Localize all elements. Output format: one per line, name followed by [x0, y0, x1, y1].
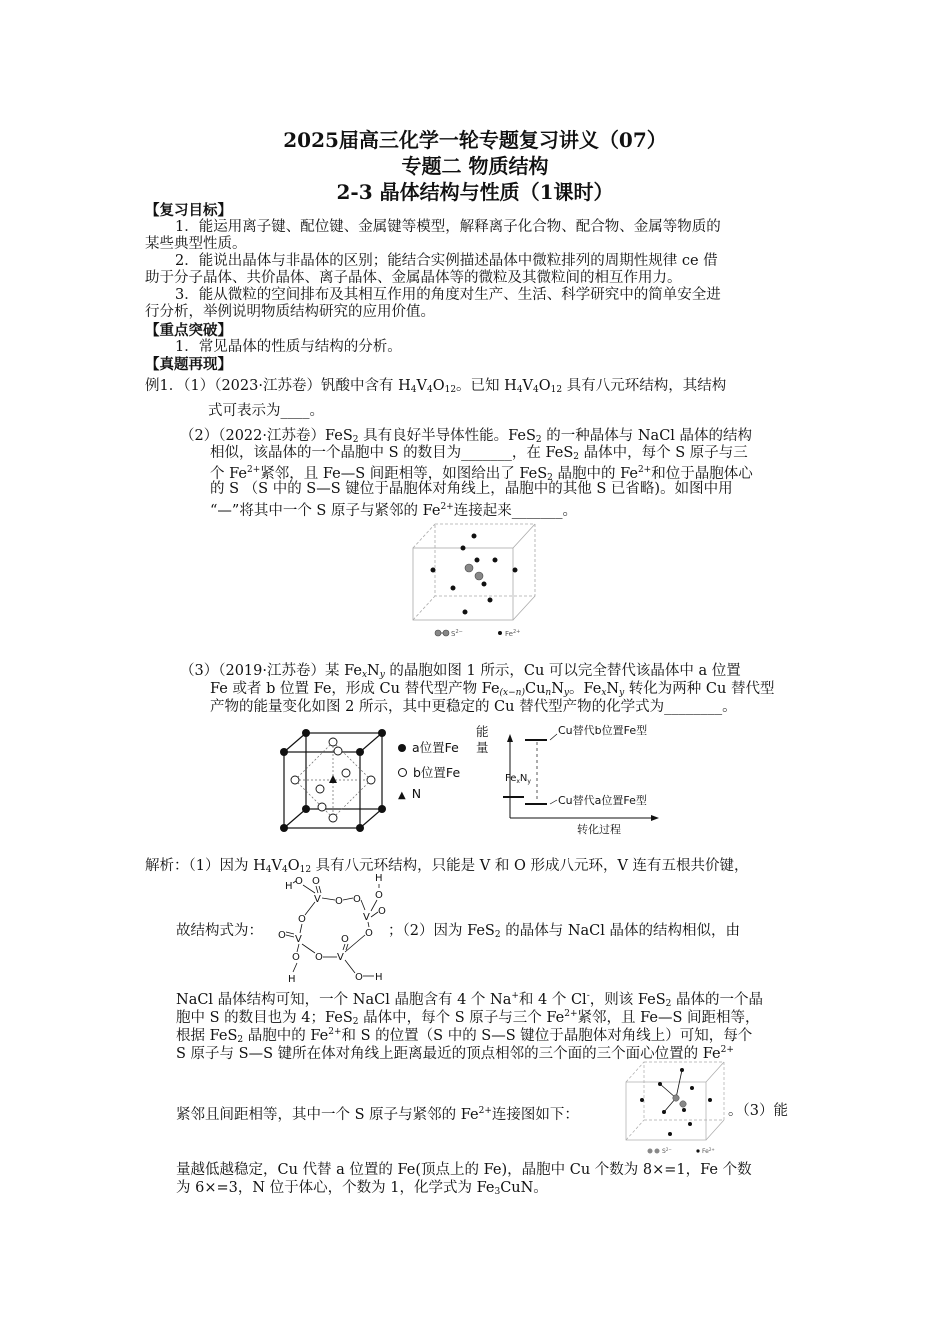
fig2-ylabel-1: 能	[476, 724, 489, 739]
solution-line8: 量越低越稳定，Cu 代替 a 位置的 Fe(顶点上的 Fe)，晶胞中 Cu 个数为 8×=1，Fe 个数	[176, 1162, 752, 1178]
fexny-unit-cell-figure	[278, 725, 396, 835]
svg-text:O: O	[353, 894, 361, 905]
example-2-line4: 的 S （S 中的 S—S 键位于晶胞体对角线上，晶胞中的其他 S 已省略)。如图中用	[210, 481, 733, 497]
example-number: 例1．	[145, 378, 184, 394]
chem-h4v4o12: $H_4V_4O_{12}$	[398, 378, 457, 395]
focus-label: 【重点突破】	[145, 322, 232, 339]
example-1-line2: 式可表示为____。	[208, 403, 324, 419]
solution-line2b: ；（2）因为 FeS$_2$ 的晶体与 NaCl 晶体的结构相似，由	[388, 923, 740, 940]
fig2-ylabel-2: 量	[476, 740, 489, 755]
solution-line4: 胞中 S 的数目也为 4；FeS$_2$ 晶体中，每个 S 原子与三个 $Fe^{2+}$紧邻，且 Fe—S 间距相等，	[176, 1009, 760, 1027]
filled-circle-icon	[398, 744, 406, 752]
doc-section-title: 2-3 晶体结构与性质（1课时）	[336, 180, 614, 204]
triangle-icon: ▲	[398, 790, 406, 801]
svg-text:O: O	[298, 914, 306, 925]
svg-text:O: O	[365, 928, 373, 939]
goals-label: 【复习目标】	[145, 202, 232, 219]
example-2-line5: “—”将其中一个 S 原子与紧邻的 $Fe^{2+}$连接起来_______。	[210, 502, 577, 519]
goal-2b: 助于分子晶体、共价晶体、离子晶体、金属晶体等的微粒及其微粒间的相互作用力。	[145, 270, 682, 286]
svg-text:Fe2+: $Fe^{2+}$	[702, 1147, 715, 1155]
svg-text:O: O	[378, 906, 386, 917]
chem-h4v4o12: $H_4V_4O_{12}$	[504, 378, 563, 395]
svg-text:S2−: $S^{2-}$	[662, 1147, 672, 1155]
fes2-answer-figure	[620, 1058, 732, 1158]
goal-1b: 某些典型性质。	[145, 236, 247, 252]
example-1-line1: 例1．（1）（2023·江苏卷）钒酸中含有 $H_4V_4O_{12}$。已知 $H_4V_4O_{12}$ 具有八元环结构，其结构	[145, 378, 727, 395]
svg-text:O: O	[375, 890, 383, 901]
n-atom-icon	[329, 775, 337, 783]
svg-text:V: V	[314, 894, 321, 905]
fig2-bottom-label: Cu替代a位置Fe型	[558, 794, 647, 807]
solution-line7c: 。（3）能	[728, 1103, 788, 1119]
goal-3a: 3．能从微粒的空间排布及其相互作用的角度对生产、生活、科学研究中的简单安全进	[175, 287, 721, 303]
vo-ring-structure	[275, 870, 395, 985]
doc-subtitle: 专题二 物质结构	[401, 154, 549, 178]
svg-text:S2−: $S^{2-}$	[451, 629, 463, 638]
svg-text:O: O	[292, 952, 300, 963]
goal-3b: 行分析，举例说明物质结构研究的应用价值。	[145, 304, 435, 320]
svg-text:H: H	[285, 881, 293, 892]
solution-line2a: 故结构式为：	[176, 923, 263, 939]
solution-line9: 为 6×=3，N 位于体心，个数为 1，化学式为 $Fe_3CuN$。	[176, 1180, 548, 1197]
real-label: 【真题再现】	[145, 356, 232, 373]
svg-text:O: O	[341, 934, 349, 945]
goal-1a: 1．能运用离子键、配位键、金属键等模型，解释离子化合物、配合物、金属等物质的	[175, 219, 721, 235]
solution-label: 解析：	[145, 858, 189, 874]
svg-text:O: O	[315, 952, 323, 963]
svg-text:O: O	[278, 930, 286, 941]
svg-text:V: V	[295, 934, 302, 945]
focus-1: 1．常见晶体的性质与结构的分析。	[175, 339, 402, 355]
energy-diagram-figure	[495, 722, 670, 838]
svg-text:O: O	[295, 876, 303, 887]
svg-text:H: H	[375, 873, 383, 884]
svg-text:FexNy: $Fe_xN_y$	[505, 773, 531, 785]
svg-text:O: O	[312, 876, 320, 887]
doc-title: 2025届高三化学一轮专题复习讲义（07）	[283, 128, 667, 152]
fig2-xlabel: 转化过程	[577, 823, 621, 836]
solution-line3: NaCl 晶体结构可知，一个 NaCl 晶胞含有 4 个 Na+和 4 个 Cl-，则该 FeS$_2$ 晶体的一个晶	[176, 991, 763, 1009]
example-3-line3: 产物的能量变化如图 2 所示，其中更稳定的 Cu 替代型产物的化学式为________。	[210, 699, 737, 715]
solution-line5: 根据 FeS$_2$ 晶胞中的 $Fe^{2+}$和 S 的位置（S 中的 S—S 键位于晶胞体对角线上）可知，每个	[176, 1027, 753, 1045]
svg-text:H: H	[375, 972, 383, 983]
goal-2a: 2．能说出晶体与非晶体的区别；能结合实例描述晶体中微粒排列的周期性规律 ce 借	[175, 253, 718, 269]
open-circle-icon	[398, 768, 407, 777]
s-atom-icon	[475, 572, 483, 580]
fig2-top-label: Cu替代b位置Fe型	[558, 724, 648, 737]
svg-text:Fe2+: $Fe^{2+}$	[505, 629, 521, 638]
example-2-line1: （2）（2022·江苏卷）FeS$_2$ 具有良好半导体性能。FeS$_2$ 的一种晶体与 NaCl 晶体的结构	[180, 428, 753, 445]
svg-text:O: O	[335, 896, 343, 907]
solution-line7: 紧邻且间距相等，其中一个 S 原子与紧邻的 $Fe^{2+}$连接图如下：	[176, 1106, 579, 1123]
svg-text:V: V	[363, 912, 370, 923]
example-2-line3: 个 $Fe^{2+}$紧邻，且 Fe—S 间距相等，如图给出了 FeS$_2$ 晶胞中的 $Fe^{2+}$和位于晶胞体心	[210, 465, 753, 483]
solution-line1: 解析：（1）因为 $H_4V_4O_{12}$ 具有八元环结构，只能是 V 和 O 形成八元环，V 连有五根共价键，	[145, 858, 749, 875]
solution-line6: S 原子与 S—S 键所在体对角线上距离最近的顶点相邻的三个面的三个面心位置的 $Fe^{2+}$	[176, 1045, 734, 1062]
svg-text:V: V	[337, 952, 344, 963]
chem-h4v4o12: $H_4V_4O_{12}$	[253, 858, 312, 875]
example-3-line2: Fe 或者 b 位置 Fe，形成 Cu 替代型产物 $Fe_{(x-n)}Cu_nN_y$。$Fe_xN_y$ 转化为两种 Cu 替代型	[210, 681, 775, 698]
fes2-unit-cell-figure	[405, 520, 550, 642]
svg-text:O: O	[355, 972, 363, 983]
s-atom-icon	[465, 564, 473, 572]
svg-text:H: H	[288, 974, 296, 985]
example-2-line2: 相似，该晶体的一个晶胞中 S 的数目为_______，在 FeS$_2$ 晶体中，每个 S 原子与三	[210, 445, 748, 462]
example-3-line1: （3）（2019·江苏卷）某 $Fe_xN_y$ 的晶胞如图 1 所示，Cu 可以完全替代该晶体中 a 位置	[180, 663, 741, 680]
